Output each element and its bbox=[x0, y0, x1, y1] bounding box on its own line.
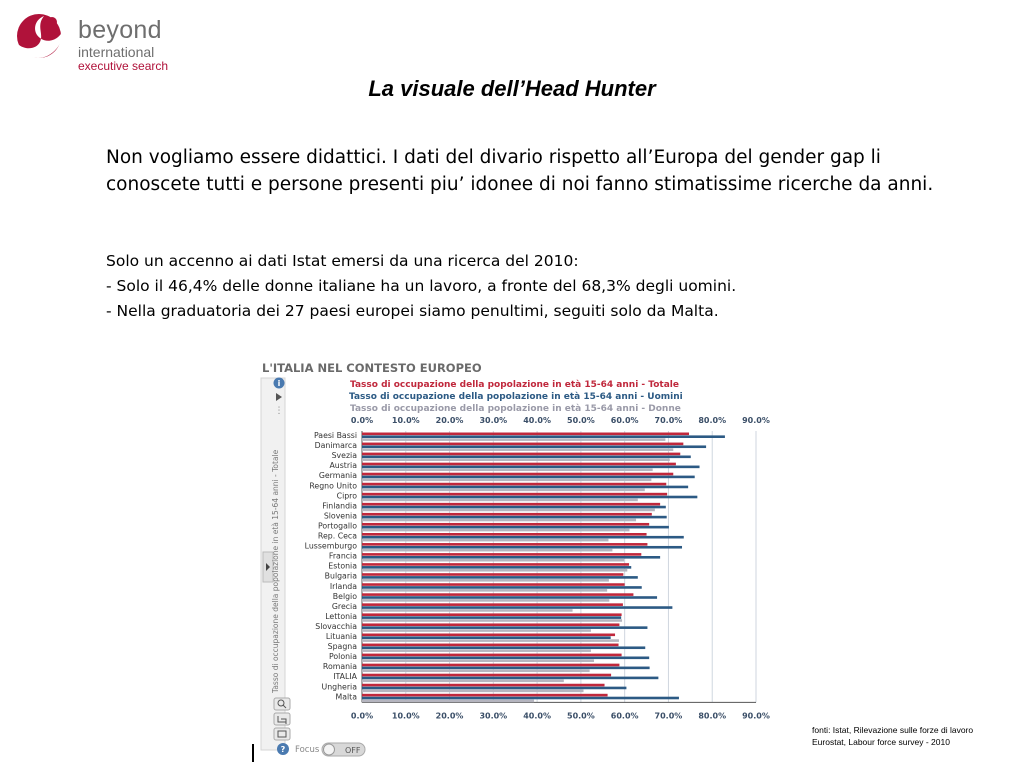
bar-donne bbox=[362, 448, 673, 451]
logo-mark-icon bbox=[14, 10, 68, 62]
category-label: Bulgaria bbox=[324, 571, 357, 581]
legend-item-uomini: Tasso di occupazione della popolazione in età 15-64 anni - Uomini bbox=[349, 392, 683, 402]
bar-totale bbox=[362, 453, 680, 456]
bar-donne bbox=[362, 479, 651, 482]
bar-donne bbox=[362, 589, 607, 592]
bar-uomini bbox=[362, 616, 621, 619]
bar-totale bbox=[362, 694, 608, 697]
category-label: Regno Unito bbox=[309, 481, 357, 491]
bar-uomini bbox=[362, 697, 679, 700]
category-label: Finlandia bbox=[322, 501, 357, 511]
category-label: Grecia bbox=[331, 601, 357, 611]
bar-totale bbox=[362, 493, 667, 496]
bar-totale bbox=[362, 623, 619, 626]
bar-uomini bbox=[362, 556, 660, 559]
chart-legend bbox=[349, 380, 683, 414]
x-tick-label-top: 0.0% bbox=[350, 416, 374, 425]
bar-donne bbox=[362, 579, 609, 582]
paragraph-line: Solo un accenno ai dati Istat emersi da una ricerca del 2010: bbox=[106, 252, 579, 270]
beyond-logo bbox=[14, 8, 174, 73]
sources-note bbox=[812, 724, 973, 748]
category-label: Danimarca bbox=[314, 441, 357, 451]
y-axis-label: Tasso di occupazione della popolazione in età 15-64 anni - Totale bbox=[271, 449, 280, 693]
bar-uomini bbox=[362, 566, 631, 569]
x-tick-label-bottom: 80.0% bbox=[698, 711, 727, 721]
category-label: Cipro bbox=[336, 491, 357, 501]
x-tick-label-top: 60.0% bbox=[610, 416, 639, 425]
svg-text:i: i bbox=[277, 379, 281, 388]
x-tick-label-top: 20.0% bbox=[435, 416, 464, 425]
bar-donne bbox=[362, 458, 670, 461]
focus-label: Focus bbox=[295, 745, 320, 755]
bar-donne bbox=[362, 559, 624, 562]
x-tick-label-bottom: 50.0% bbox=[567, 711, 595, 721]
bar-totale bbox=[362, 483, 666, 486]
bar-uomini bbox=[362, 687, 626, 690]
logo-tagline: executive search bbox=[78, 59, 169, 73]
bar-donne bbox=[362, 519, 636, 522]
bar-donne bbox=[362, 499, 638, 502]
category-label: Francia bbox=[328, 551, 357, 561]
bar-totale bbox=[362, 654, 622, 657]
bar-donne bbox=[362, 619, 622, 622]
category-label: Germania bbox=[318, 471, 357, 481]
bar-totale bbox=[362, 644, 619, 647]
logo-brand: beyond bbox=[78, 16, 162, 44]
bar-totale bbox=[362, 573, 623, 576]
bar-donne bbox=[362, 529, 629, 532]
bar-donne bbox=[362, 700, 534, 703]
x-tick-label-bottom: 10.0% bbox=[391, 711, 420, 721]
source-line: Eurostat, Labour force survey - 2010 bbox=[812, 737, 950, 747]
bar-totale bbox=[362, 473, 673, 476]
bar-uomini bbox=[362, 466, 700, 469]
bar-uomini bbox=[362, 445, 706, 448]
bar-uomini bbox=[362, 677, 658, 680]
bar-donne bbox=[362, 669, 590, 672]
bar-totale bbox=[362, 603, 623, 606]
x-tick-label-bottom: 40.0% bbox=[523, 711, 551, 721]
bar-totale bbox=[362, 613, 622, 616]
bar-donne bbox=[362, 639, 619, 642]
bar-totale bbox=[362, 634, 615, 637]
x-tick-label-bottom: 90.0% bbox=[742, 711, 770, 721]
category-label: Slovenia bbox=[323, 511, 357, 521]
bar-uomini bbox=[362, 606, 672, 609]
bar-uomini bbox=[362, 657, 649, 660]
bar-totale bbox=[362, 463, 676, 466]
bar-uomini bbox=[362, 486, 688, 489]
logo-subtitle: international bbox=[78, 44, 155, 60]
bar-uomini bbox=[362, 646, 645, 649]
bar-uomini bbox=[362, 596, 657, 599]
x-tick-label-bottom: 20.0% bbox=[435, 711, 464, 721]
dots-icon[interactable] bbox=[275, 406, 284, 416]
bar-uomini bbox=[362, 506, 666, 509]
zoom-icon[interactable] bbox=[274, 698, 290, 710]
x-tick-label-top: 80.0% bbox=[698, 416, 727, 425]
text-cursor bbox=[252, 744, 254, 762]
x-tick-label-top: 30.0% bbox=[479, 416, 508, 425]
category-label: ITALIA bbox=[333, 672, 357, 682]
paragraph-line: - Nella graduatoria dei 27 paesi europei siamo penultimi, seguiti solo da Malta. bbox=[106, 302, 719, 320]
bar-uomini bbox=[362, 626, 647, 629]
bar-totale bbox=[362, 563, 629, 566]
bar-donne bbox=[362, 659, 594, 662]
category-label: Paesi Bassi bbox=[313, 431, 357, 440]
category-label: Estonia bbox=[328, 561, 357, 571]
bar-totale bbox=[362, 553, 641, 556]
x-tick-label-top: 40.0% bbox=[523, 416, 551, 425]
x-tick-label-top: 50.0% bbox=[567, 416, 595, 425]
bar-donne bbox=[362, 629, 591, 632]
bar-uomini bbox=[362, 546, 682, 549]
category-label: Ungheria bbox=[321, 682, 357, 692]
category-label: Belgio bbox=[332, 591, 357, 601]
bar-uomini bbox=[362, 435, 725, 438]
bar-totale bbox=[362, 513, 652, 516]
category-label: Lettonia bbox=[325, 611, 357, 621]
x-tick-label-bottom: 60.0% bbox=[610, 711, 639, 721]
category-label: Rep. Ceca bbox=[317, 531, 357, 541]
x-tick-label-bottom: 30.0% bbox=[479, 711, 508, 721]
bar-uomini bbox=[362, 516, 667, 519]
istat-paragraph bbox=[106, 249, 986, 324]
bar-donne bbox=[362, 509, 655, 512]
bar-uomini bbox=[362, 536, 684, 539]
category-label: Irlanda bbox=[329, 581, 357, 591]
bar-totale bbox=[362, 533, 647, 536]
bar-uomini bbox=[362, 667, 650, 670]
x-tick-label-top: 90.0% bbox=[742, 416, 770, 425]
crop-icon[interactable] bbox=[274, 713, 290, 725]
legend-item-donne: Tasso di occupazione della popolazione in età 15-64 anni - Donne bbox=[350, 404, 681, 414]
category-label: Slovacchia bbox=[315, 621, 357, 631]
svg-text:?: ? bbox=[280, 745, 286, 754]
bar-donne bbox=[362, 569, 627, 572]
bar-uomini bbox=[362, 496, 697, 499]
bar-totale bbox=[362, 523, 649, 526]
focus-control[interactable] bbox=[277, 743, 365, 756]
category-label: Svezia bbox=[331, 451, 357, 461]
intro-paragraph: Non vogliamo essere didattici. I dati del divario rispetto all’Europa del gender gap li conoscete tutti e persone presenti piu’ idonee di noi fanno stimatissime ricerche da anni. bbox=[106, 147, 934, 195]
toggle-state: OFF bbox=[345, 746, 361, 755]
x-tick-label-bottom: 0.0% bbox=[350, 711, 374, 721]
bar-totale bbox=[362, 503, 660, 506]
bar-donne bbox=[362, 468, 653, 471]
bar-uomini bbox=[362, 526, 669, 529]
bar-donne bbox=[362, 489, 645, 492]
bar-totale bbox=[362, 593, 633, 596]
category-label: Austria bbox=[329, 461, 357, 471]
bar-uomini bbox=[362, 476, 695, 479]
bar-donne bbox=[362, 438, 665, 441]
category-label: Lussemburgo bbox=[304, 541, 357, 551]
bar-totale bbox=[362, 583, 625, 586]
bar-donne bbox=[362, 690, 584, 693]
bar-totale bbox=[362, 664, 619, 667]
bar-donne bbox=[362, 680, 564, 683]
bar-donne bbox=[362, 549, 612, 552]
x-tick-label-bottom: 70.0% bbox=[654, 711, 683, 721]
employment-chart bbox=[258, 356, 776, 760]
category-label: Polonia bbox=[328, 652, 357, 662]
bar-donne bbox=[362, 649, 591, 652]
bar-donne bbox=[362, 539, 608, 542]
source-line: fonti: Istat, Rilevazione sulle forze di lavoro bbox=[812, 725, 974, 735]
bar-totale bbox=[362, 684, 605, 687]
plot-area bbox=[305, 416, 770, 720]
category-label: Lituania bbox=[325, 632, 357, 641]
bar-totale bbox=[362, 433, 689, 436]
info-icon[interactable] bbox=[274, 378, 285, 389]
x-tick-label-top: 10.0% bbox=[391, 416, 420, 425]
bar-uomini bbox=[362, 576, 638, 579]
legend-item-totale: Tasso di occupazione della popolazione in età 15-64 anni - Totale bbox=[350, 380, 679, 390]
bar-donne bbox=[362, 609, 573, 612]
slide-title: La visuale dell’Head Hunter bbox=[368, 76, 656, 101]
paragraph-line: - Solo il 46,4% delle donne italiane ha un lavoro, a fronte del 68,3% degli uomini. bbox=[106, 277, 737, 295]
bar-uomini bbox=[362, 456, 691, 459]
category-label: Malta bbox=[335, 692, 357, 702]
category-label: Spagna bbox=[327, 642, 357, 652]
category-label: Romania bbox=[322, 662, 357, 672]
bar-donne bbox=[362, 599, 609, 602]
bar-uomini bbox=[362, 586, 642, 589]
bar-totale bbox=[362, 674, 611, 677]
bar-totale bbox=[362, 543, 647, 546]
svg-text:⋮: ⋮ bbox=[274, 406, 284, 416]
x-tick-label-top: 70.0% bbox=[654, 416, 683, 425]
bar-uomini bbox=[362, 636, 611, 639]
chart-widget bbox=[258, 356, 776, 760]
bar-totale bbox=[362, 443, 683, 446]
category-label: Portogallo bbox=[317, 521, 357, 531]
print-icon[interactable] bbox=[274, 728, 290, 740]
chart-header: L'ITALIA NEL CONTESTO EUROPEO bbox=[262, 361, 482, 375]
